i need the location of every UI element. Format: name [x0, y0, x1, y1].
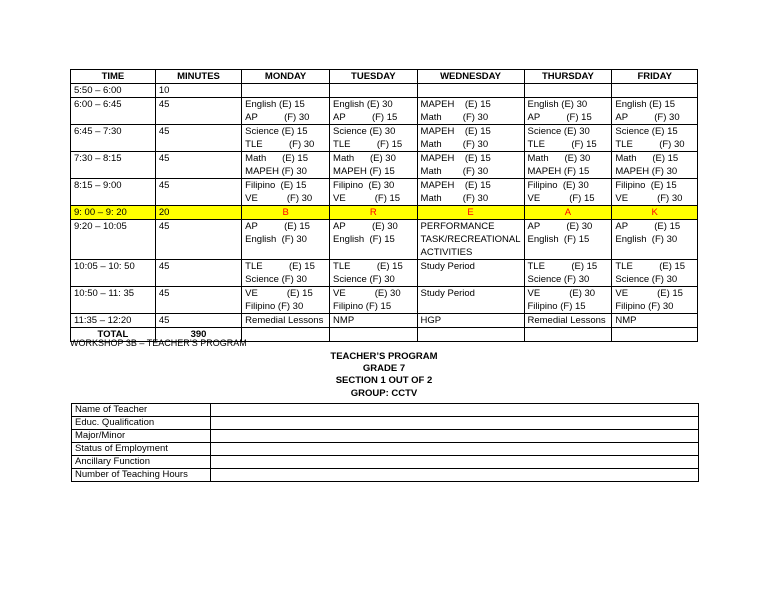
break-letter: E	[417, 206, 524, 220]
subject-line: AP (E) 15	[245, 221, 310, 232]
total-value: 390	[155, 328, 241, 342]
subject-line: Science (F) 30	[615, 274, 678, 285]
subject-line: Science (E) 30	[333, 126, 396, 137]
header-monday: MONDAY	[242, 70, 330, 84]
subject-cell	[524, 220, 612, 260]
subject-cell	[417, 287, 524, 314]
subject-line: Math (E) 15	[615, 153, 679, 164]
subject-cell	[612, 260, 698, 287]
info-label: Name of Teacher	[72, 404, 211, 417]
info-label: Ancillary Function	[72, 456, 211, 469]
subject-cell	[524, 98, 612, 125]
schedule-table	[70, 69, 698, 342]
subject-line: Filipino (F) 30	[615, 301, 674, 312]
time-cell: 11:35 – 12:20	[71, 314, 156, 328]
subject-cell	[242, 287, 330, 314]
info-value	[211, 469, 699, 482]
subject-cell	[330, 287, 418, 314]
subject-cell	[524, 314, 612, 328]
heading-line: SECTION 1 OUT OF 2	[335, 375, 433, 387]
subject-line: Math (F) 30	[420, 193, 489, 204]
subject-line: Science (F) 30	[527, 274, 590, 285]
subject-line: Math (F) 30	[420, 139, 489, 150]
subject-line: Math (F) 30	[420, 112, 489, 123]
subject-line: VE (F) 15	[527, 193, 595, 204]
time-cell: 10:05 – 10: 50	[71, 260, 156, 287]
schedule-row	[71, 287, 698, 314]
subject-line: MAPEH (E) 15	[420, 153, 491, 164]
empty-cell	[612, 328, 698, 342]
time-cell: 7:30 – 8:15	[71, 152, 156, 179]
subject-line: TASK/RECREATIONAL	[420, 234, 521, 245]
subject-line: English (E) 15	[615, 99, 676, 110]
subject-line: MAPEH (F) 15	[527, 166, 590, 177]
minutes-cell: 45	[155, 220, 241, 260]
subject-cell	[242, 260, 330, 287]
minutes-cell: 45	[155, 314, 241, 328]
subject-line: Filipino (E) 30	[333, 180, 395, 191]
subject-line: Science (E) 30	[527, 126, 590, 137]
minutes-cell: 10	[155, 84, 241, 98]
subject-cell	[524, 84, 612, 98]
heading-line: TEACHER’S PROGRAM	[330, 351, 438, 362]
info-label: Major/Minor	[72, 430, 211, 443]
subject-line: MAPEH (F) 15	[333, 166, 395, 177]
subject-line: AP (F) 15	[527, 112, 592, 123]
info-row	[72, 469, 699, 482]
subject-line: Remedial Lessons	[245, 315, 324, 326]
subject-cell	[524, 179, 612, 206]
subject-cell	[524, 125, 612, 152]
subject-line: VE (E) 15	[615, 288, 683, 299]
schedule-row	[71, 125, 698, 152]
info-label: Status of Employment	[72, 443, 211, 456]
schedule-row	[71, 98, 698, 125]
time-cell: 8:15 – 9:00	[71, 179, 156, 206]
subject-line: Math (E) 15	[245, 153, 308, 164]
subject-line: Math (E) 30	[527, 153, 591, 164]
subject-cell	[242, 314, 330, 328]
minutes-cell: 45	[155, 98, 241, 125]
subject-cell	[242, 84, 330, 98]
subject-cell	[417, 314, 524, 328]
subject-cell	[330, 125, 418, 152]
subject-cell	[524, 287, 612, 314]
heading-line: GROUP: CCTV	[350, 387, 418, 399]
subject-cell	[524, 152, 612, 179]
subject-cell	[612, 179, 698, 206]
subject-line: AP (E) 15	[615, 221, 681, 232]
break-minutes: 20	[155, 206, 241, 220]
subject-cell	[417, 152, 524, 179]
workshop-caption: WORKSHOP 3B – TEACHER’S PROGRAM	[70, 338, 247, 348]
subject-cell	[417, 98, 524, 125]
info-value	[211, 417, 699, 430]
schedule-row	[71, 84, 698, 98]
heading-line: GRADE 7	[362, 363, 406, 375]
subject-cell	[524, 260, 612, 287]
subject-line: TLE (F) 30	[615, 139, 685, 150]
subject-cell	[242, 220, 330, 260]
empty-cell	[417, 328, 524, 342]
header-friday: FRIDAY	[612, 70, 698, 84]
subject-cell	[417, 84, 524, 98]
subject-line: Filipino (E) 30	[527, 180, 589, 191]
subject-cell	[330, 260, 418, 287]
info-row	[72, 456, 699, 469]
schedule-body	[71, 84, 698, 342]
total-label: TOTAL	[71, 328, 156, 342]
subject-line: VE (E) 30	[333, 288, 401, 299]
subject-line: English (F) 30	[245, 234, 307, 245]
subject-cell	[612, 287, 698, 314]
break-row	[71, 206, 698, 220]
subject-line: TLE (E) 15	[333, 261, 403, 272]
subject-line: AP (F) 15	[333, 112, 398, 123]
teacher-info-table	[71, 403, 699, 482]
subject-line: AP (E) 30	[333, 221, 398, 232]
subject-line: MAPEH (E) 15	[420, 99, 491, 110]
subject-cell	[612, 84, 698, 98]
schedule-row	[71, 152, 698, 179]
subject-line: Filipino (E) 15	[615, 180, 677, 191]
subject-line: English (F) 15	[333, 234, 395, 245]
subject-line: Filipino (F) 30	[245, 301, 304, 312]
info-row	[72, 417, 699, 430]
subject-cell	[242, 179, 330, 206]
schedule-row	[71, 260, 698, 287]
subject-line: Filipino (F) 15	[527, 301, 586, 312]
schedule-row	[71, 220, 698, 260]
subject-line: VE (E) 15	[245, 288, 313, 299]
subject-cell	[242, 98, 330, 125]
subject-cell	[612, 152, 698, 179]
subject-line: Science (E) 15	[615, 126, 678, 137]
subject-line: English (E) 15	[245, 99, 305, 110]
subject-line: VE (F) 30	[615, 193, 683, 204]
info-value	[211, 456, 699, 469]
schedule-row	[71, 179, 698, 206]
subject-cell	[330, 314, 418, 328]
subject-line: TLE (E) 15	[615, 261, 686, 272]
subject-line: VE (F) 30	[245, 193, 313, 204]
subject-cell	[330, 98, 418, 125]
subject-line: TLE (E) 15	[527, 261, 598, 272]
subject-cell	[242, 125, 330, 152]
header-wednesday: WEDNESDAY	[417, 70, 524, 84]
subject-line: English (F) 30	[615, 234, 678, 245]
break-letter: R	[330, 206, 418, 220]
subject-line: English (E) 30	[527, 99, 588, 110]
subject-cell	[330, 220, 418, 260]
subject-line: MAPEH (E) 15	[420, 180, 491, 191]
subject-line: TLE (E) 15	[245, 261, 315, 272]
subject-line: Filipino (E) 15	[245, 180, 307, 191]
subject-line: ACTIVITIES	[420, 247, 473, 258]
info-row	[72, 404, 699, 417]
empty-cell	[330, 328, 418, 342]
subject-line: Math (E) 30	[333, 153, 396, 164]
info-value	[211, 404, 699, 417]
subject-line: TLE (F) 15	[527, 139, 597, 150]
header-tuesday: TUESDAY	[330, 70, 418, 84]
subject-line: English (E) 30	[333, 99, 393, 110]
subject-line: PERFORMANCE	[420, 221, 495, 232]
subject-cell	[417, 125, 524, 152]
break-letter: A	[524, 206, 612, 220]
header-minutes: MINUTES	[155, 70, 241, 84]
minutes-cell: 45	[155, 179, 241, 206]
subject-line: Study Period	[420, 288, 475, 299]
subject-line: English (F) 15	[527, 234, 590, 245]
header-thursday: THURSDAY	[524, 70, 612, 84]
break-time: 9: 00 – 9: 20	[71, 206, 156, 220]
subject-line: NMP	[333, 315, 355, 326]
minutes-cell: 45	[155, 260, 241, 287]
subject-line: Remedial Lessons	[527, 315, 606, 326]
info-value	[211, 430, 699, 443]
subject-line: Filipino (F) 15	[333, 301, 392, 312]
subject-line: Study Period	[420, 261, 475, 272]
subject-line: TLE (F) 30	[245, 139, 315, 150]
subject-line: Science (F) 30	[245, 274, 307, 285]
empty-cell	[242, 328, 330, 342]
subject-cell	[612, 98, 698, 125]
minutes-cell: 45	[155, 287, 241, 314]
subject-line: NMP	[615, 315, 637, 326]
subject-line: AP (F) 30	[615, 112, 680, 123]
break-letter: B	[242, 206, 330, 220]
subject-cell	[612, 125, 698, 152]
subject-cell	[242, 152, 330, 179]
subject-line: VE (F) 15	[333, 193, 401, 204]
info-row	[72, 430, 699, 443]
info-label: Educ. Qualification	[72, 417, 211, 430]
subject-cell	[330, 152, 418, 179]
time-cell: 6:00 – 6:45	[71, 98, 156, 125]
subject-cell	[330, 84, 418, 98]
header-time: TIME	[71, 70, 156, 84]
subject-cell	[330, 179, 418, 206]
subject-line: MAPEH (E) 15	[420, 126, 491, 137]
subject-cell	[417, 220, 524, 260]
subject-line: Math (F) 30	[420, 166, 489, 177]
time-cell: 10:50 – 11: 35	[71, 287, 156, 314]
subject-cell	[417, 179, 524, 206]
time-cell: 9:20 – 10:05	[71, 220, 156, 260]
subject-line: MAPEH (F) 30	[245, 166, 307, 177]
subject-line: TLE (F) 15	[333, 139, 403, 150]
subject-cell	[612, 220, 698, 260]
subject-line: VE (E) 30	[527, 288, 596, 299]
subject-line: Science (E) 15	[245, 126, 308, 137]
schedule-header-row	[71, 70, 698, 84]
subject-cell	[612, 314, 698, 328]
subject-cell	[417, 260, 524, 287]
subject-line: AP (E) 30	[527, 221, 593, 232]
subject-line: HGP	[420, 315, 442, 326]
minutes-cell: 45	[155, 125, 241, 152]
subject-line: MAPEH (F) 30	[615, 166, 678, 177]
subject-line: Science (F) 30	[333, 274, 395, 285]
minutes-cell: 45	[155, 152, 241, 179]
info-row	[72, 443, 699, 456]
empty-cell	[524, 328, 612, 342]
time-cell: 6:45 – 7:30	[71, 125, 156, 152]
break-letter: K	[612, 206, 698, 220]
info-label: Number of Teaching Hours	[72, 469, 211, 482]
schedule-row	[71, 314, 698, 328]
time-cell: 5:50 – 6:00	[71, 84, 156, 98]
info-value	[211, 443, 699, 456]
program-heading	[0, 351, 768, 400]
subject-line: AP (F) 30	[245, 112, 310, 123]
